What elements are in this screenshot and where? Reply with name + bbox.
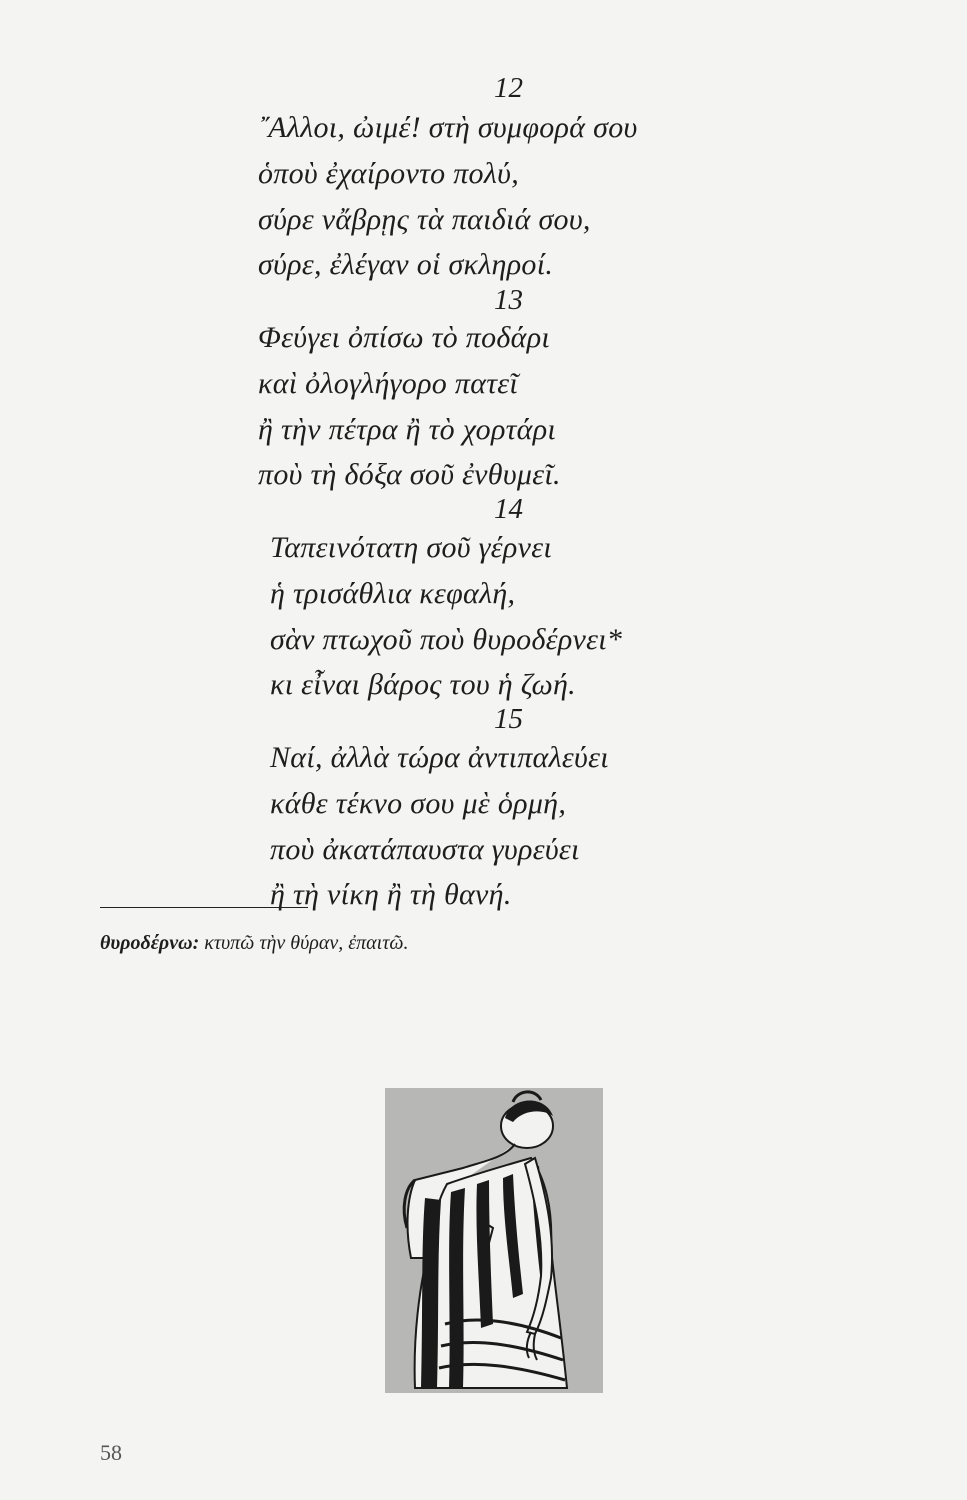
poem-line: σὰν πτωχοῦ ποὺ θυροδέρνει* <box>270 623 623 656</box>
poem-line: ἢ τὴ νίκη ἢ τὴ θανή. <box>270 878 512 911</box>
poem-line: Ταπεινότατη σοῦ γέρνει <box>270 531 552 564</box>
footnote-term: θυροδέρνω: <box>100 932 200 954</box>
stanza-number: 13 <box>494 284 523 316</box>
draped-figure-illustration <box>385 1088 603 1393</box>
page-number: 58 <box>100 1440 122 1465</box>
poem-line: κάθε τέκνο σου μὲ ὁρμή, <box>270 787 567 820</box>
poem-line: ἡ τρισάθλια κεφαλή, <box>270 577 516 610</box>
poem-line: ἢ τὴν πέτρα ἢ τὸ χορτάρι <box>258 413 557 446</box>
poem-line: ὁποὺ ἐχαίροντο πολύ, <box>258 157 520 190</box>
poem-line: σύρε, ἐλέγαν οἱ σκληροί. <box>258 248 554 281</box>
poem-line: ῎Αλλοι, ὠιμέ! στὴ συμφορά σου <box>258 111 638 144</box>
poem-line: καὶ ὀλογλήγορο πατεῖ <box>258 367 519 400</box>
poem-line: κι εἶναι βάρος του ἡ ζωή. <box>270 668 576 701</box>
poem-line: Φεύγει ὀπίσω τὸ ποδάρι <box>258 321 551 354</box>
draped-figure-drawing <box>385 1088 603 1393</box>
poem-line: σύρε νἄβρῃς τὰ παιδιά σου, <box>258 203 591 236</box>
footnote-rule <box>100 907 308 908</box>
stanza-number: 12 <box>494 72 523 104</box>
stanza-number: 14 <box>494 493 523 525</box>
poem-line: Ναί, ἀλλὰ τώρα ἀντιπαλεύει <box>270 741 609 774</box>
poem-line: ποὺ ἀκατάπαυστα γυρεύει <box>270 833 580 866</box>
footnote <box>100 930 408 956</box>
stanza-number: 15 <box>494 703 523 735</box>
poem-line: ποὺ τὴ δόξα σοῦ ἐνθυμεῖ. <box>258 458 561 491</box>
footnote-definition: κτυπῶ τὴν θύραν, ἐπαιτῶ. <box>204 932 409 954</box>
